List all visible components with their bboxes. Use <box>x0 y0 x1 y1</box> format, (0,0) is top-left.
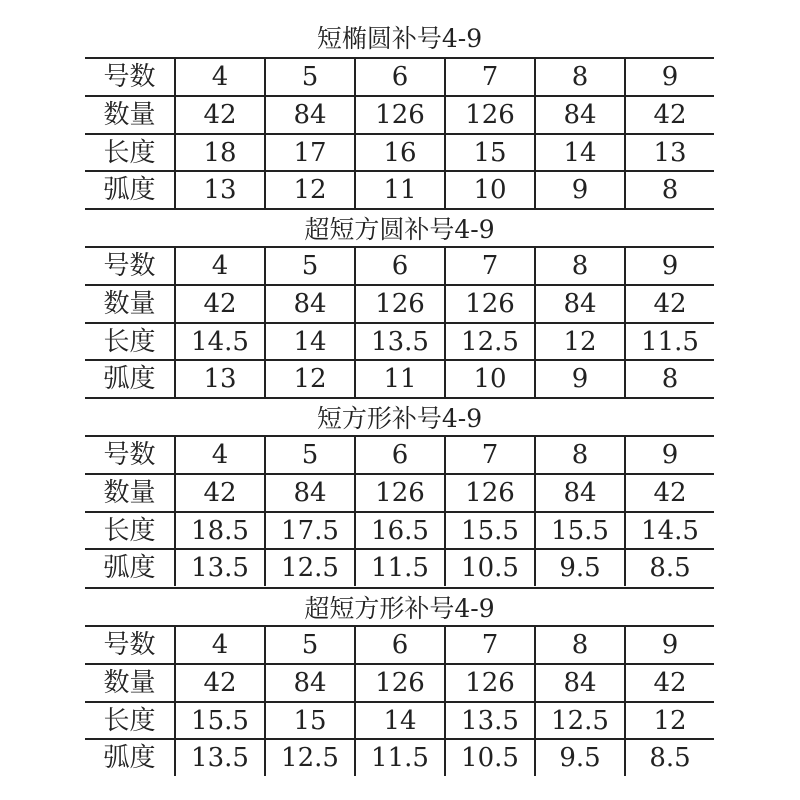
table-row <box>85 473 714 511</box>
table-cell: 15 <box>444 135 534 171</box>
table-cell: 11.5 <box>624 324 714 360</box>
table-cell: 4 <box>174 248 264 284</box>
table-cell: 126 <box>444 665 534 701</box>
table-title: 短椭圆补号4-9 <box>316 24 483 53</box>
table-cell: 4 <box>174 437 264 473</box>
table-cell: 5 <box>264 627 354 663</box>
row-label: 长度 <box>103 326 156 357</box>
table-row <box>85 625 714 663</box>
row-label: 号数 <box>103 62 156 92</box>
table-cell: 16 <box>354 135 444 171</box>
table-row <box>85 284 714 322</box>
table-cell: 13.5 <box>174 550 264 586</box>
table-cell: 17.5 <box>264 513 354 549</box>
table-cell: 14.5 <box>624 513 714 549</box>
table-cell: 13 <box>174 172 264 208</box>
table-cell: 7 <box>444 248 534 284</box>
table-cell: 8.5 <box>624 740 714 776</box>
table-row <box>85 738 714 776</box>
table-row <box>85 435 714 473</box>
table-cell: 6 <box>354 59 444 95</box>
table-cell: 126 <box>354 475 444 511</box>
table-cell: 12.5 <box>264 550 354 586</box>
table-cell: 13.5 <box>174 740 264 776</box>
table-cell: 12 <box>534 324 624 360</box>
row-label: 弧度 <box>103 175 156 206</box>
table-cell: 9.5 <box>534 740 624 776</box>
table-cell: 42 <box>174 97 264 133</box>
table-row <box>85 701 714 739</box>
table-row <box>85 322 714 360</box>
table-row <box>85 57 714 95</box>
table-cell: 14 <box>354 703 444 739</box>
table-row <box>85 95 714 133</box>
size-table <box>85 587 714 776</box>
table-cell: 11 <box>354 361 444 397</box>
table-cell: 9 <box>624 627 714 663</box>
table-cell: 5 <box>264 59 354 95</box>
table-cell: 18.5 <box>174 513 264 549</box>
table-cell: 10 <box>444 172 534 208</box>
row-label: 长度 <box>103 705 156 736</box>
table-cell: 14.5 <box>174 324 264 360</box>
table-cell: 9 <box>534 172 624 208</box>
table-cell: 9 <box>534 361 624 397</box>
table-cell: 8 <box>534 248 624 284</box>
table-cell: 14 <box>264 324 354 360</box>
table-cell: 13 <box>624 135 714 171</box>
table-cell: 18 <box>174 135 264 171</box>
row-label: 长度 <box>103 137 156 168</box>
size-table <box>85 19 714 208</box>
table-cell: 12 <box>264 361 354 397</box>
table-cell: 8.5 <box>624 550 714 586</box>
table-cell: 42 <box>174 286 264 322</box>
size-table <box>85 208 714 397</box>
table-cell: 8 <box>534 627 624 663</box>
table-cell: 16.5 <box>354 513 444 549</box>
table-cell: 42 <box>174 475 264 511</box>
table-row <box>85 548 714 586</box>
row-label: 弧度 <box>103 364 156 395</box>
table-row <box>85 359 714 397</box>
row-label: 数量 <box>103 99 156 130</box>
table-cell: 15 <box>264 703 354 739</box>
table-cell: 84 <box>264 97 354 133</box>
table-cell: 9 <box>624 59 714 95</box>
row-label: 数量 <box>103 667 156 698</box>
table-cell: 10 <box>444 361 534 397</box>
table-cell: 12.5 <box>534 703 624 739</box>
table-cell: 6 <box>354 627 444 663</box>
table-cell: 17 <box>264 135 354 171</box>
table-cell: 13.5 <box>444 703 534 739</box>
table-cell: 12.5 <box>444 324 534 360</box>
table-cell: 42 <box>174 665 264 701</box>
table-cell: 11.5 <box>354 740 444 776</box>
table-cell: 7 <box>444 627 534 663</box>
row-label: 号数 <box>103 440 156 470</box>
table-cell: 126 <box>444 286 534 322</box>
table-row <box>85 170 714 208</box>
row-label: 长度 <box>103 515 156 546</box>
table-cell: 13 <box>174 361 264 397</box>
table-cell: 42 <box>624 475 714 511</box>
table-cell: 4 <box>174 627 264 663</box>
row-label: 号数 <box>103 630 156 660</box>
table-cell: 15.5 <box>444 513 534 549</box>
table-cell: 9 <box>624 437 714 473</box>
table-cell: 9.5 <box>534 550 624 586</box>
row-label: 数量 <box>103 288 156 319</box>
table-cell: 126 <box>354 665 444 701</box>
table-cell: 10.5 <box>444 740 534 776</box>
table-cell: 7 <box>444 437 534 473</box>
table-cell: 84 <box>264 665 354 701</box>
row-label: 弧度 <box>103 553 156 584</box>
table-cell: 12.5 <box>264 740 354 776</box>
table-row <box>85 511 714 549</box>
table-cell: 6 <box>354 248 444 284</box>
table-cell: 84 <box>264 475 354 511</box>
table-cell: 8 <box>534 437 624 473</box>
table-cell: 9 <box>624 248 714 284</box>
table-cell: 11 <box>354 172 444 208</box>
table-title: 超短方圆补号4-9 <box>85 208 714 246</box>
table-title: 超短方形补号4-9 <box>85 587 714 625</box>
table-row <box>85 133 714 171</box>
row-label: 号数 <box>103 251 156 281</box>
table-cell: 14 <box>534 135 624 171</box>
table-cell: 15.5 <box>174 703 264 739</box>
table-row <box>85 246 714 284</box>
table-title: 短方形补号4-9 <box>85 397 714 435</box>
table-cell: 12 <box>264 172 354 208</box>
table-cell: 42 <box>624 286 714 322</box>
table-cell: 8 <box>624 361 714 397</box>
table-cell: 10.5 <box>444 550 534 586</box>
table-cell: 11.5 <box>354 550 444 586</box>
table-cell: 126 <box>354 286 444 322</box>
table-cell: 42 <box>624 97 714 133</box>
table-row <box>85 663 714 701</box>
table-cell: 15.5 <box>534 513 624 549</box>
table-cell: 8 <box>534 59 624 95</box>
table-cell: 126 <box>444 475 534 511</box>
table-cell: 7 <box>444 59 534 95</box>
table-cell: 5 <box>264 437 354 473</box>
table-cell: 84 <box>264 286 354 322</box>
table-cell: 42 <box>624 665 714 701</box>
size-table <box>85 397 714 586</box>
table-cell: 84 <box>534 665 624 701</box>
table-cell: 126 <box>444 97 534 133</box>
table-cell: 12 <box>624 703 714 739</box>
table-cell: 4 <box>174 59 264 95</box>
table-cell: 84 <box>534 475 624 511</box>
table-cell: 126 <box>354 97 444 133</box>
row-label: 弧度 <box>103 743 156 774</box>
table-cell: 6 <box>354 437 444 473</box>
row-label: 数量 <box>103 477 156 508</box>
table-cell: 84 <box>534 97 624 133</box>
table-cell: 8 <box>624 172 714 208</box>
table-cell: 84 <box>534 286 624 322</box>
table-cell: 13.5 <box>354 324 444 360</box>
table-cell: 5 <box>264 248 354 284</box>
